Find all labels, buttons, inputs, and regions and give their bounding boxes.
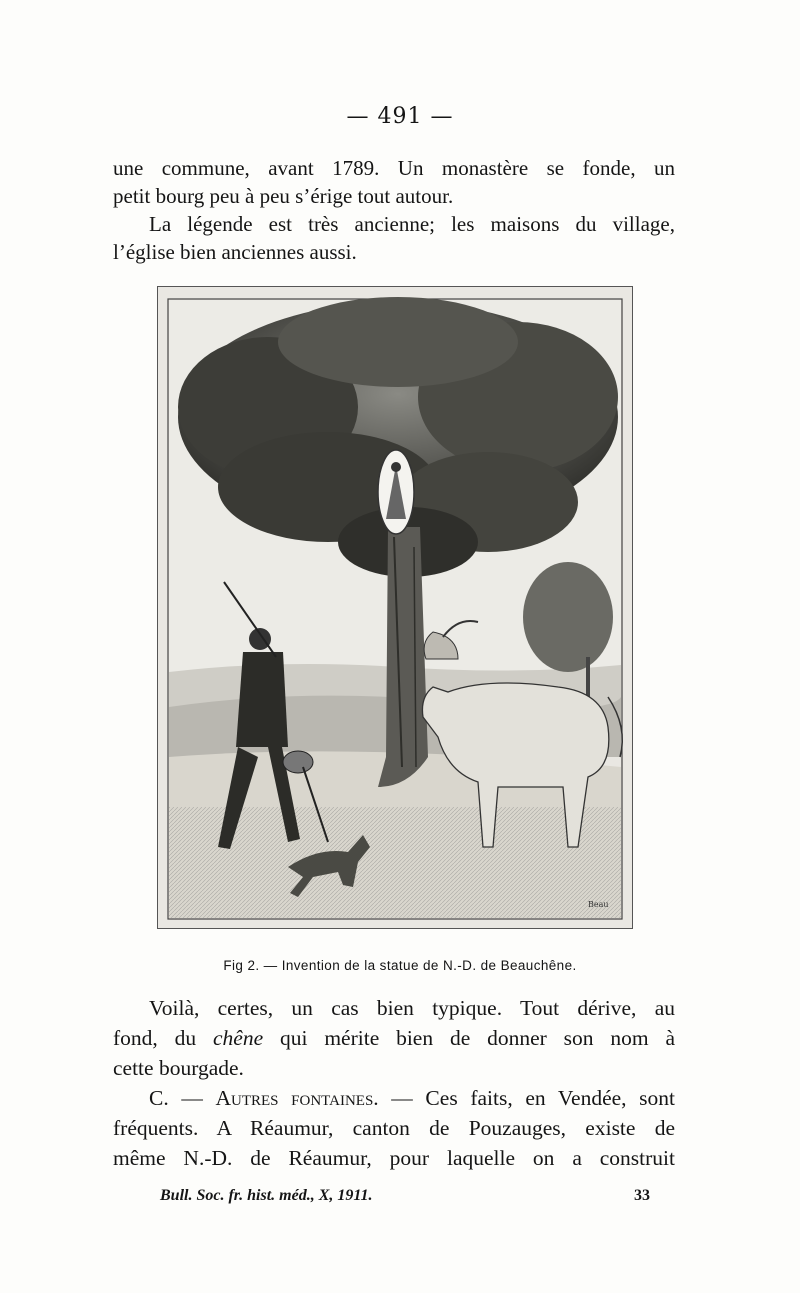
text-line [113,1083,675,1113]
engraving-figure [157,286,633,929]
text-segment: qui mérite bien de donner son nom à [263,1026,675,1050]
engraving-illustration [158,287,632,928]
page-number: — 491 — [346,104,454,129]
page-footer [160,1187,650,1205]
text-segment: — Ces faits, en Vendée, sont [378,1086,675,1110]
text-line: Voilà, certes, un cas bien typique. Tout dérive, au [149,996,675,1020]
text-segment: C. — [149,1086,216,1110]
signature-number: 33 [634,1187,650,1204]
top-paragraph [113,154,675,266]
text-line: petit bourg peu à peu s’érige tout autour. [113,184,454,208]
text-line: même N.-D. de Réaumur, pour laquelle on a construit [113,1146,675,1170]
journal-citation: Bull. Soc. fr. hist. méd., X, 1911. [160,1187,373,1204]
bottom-paragraph [113,993,675,1173]
text-segment: fond, du [113,1026,213,1050]
section-heading: Autres fontaines. [215,1086,379,1110]
text-line: cette bourgade. [113,1056,244,1080]
engraver-signature: Beau [588,900,609,909]
text-line: une commune, avant 1789. Un monastère se fonde, un [113,156,675,180]
text-line: fréquents. A Réaumur, canton de Pouzauges, existe de [113,1116,675,1140]
text-line [113,1023,675,1053]
italic-word: chêne [213,1026,264,1050]
text-line: l’église bien anciennes aussi. [113,240,357,264]
figure-caption: Fig 2. — Invention de la statue de N.-D. de Beauchêne. [223,958,577,973]
text-line: La légende est très ancienne; les maisons du village, [149,212,675,236]
